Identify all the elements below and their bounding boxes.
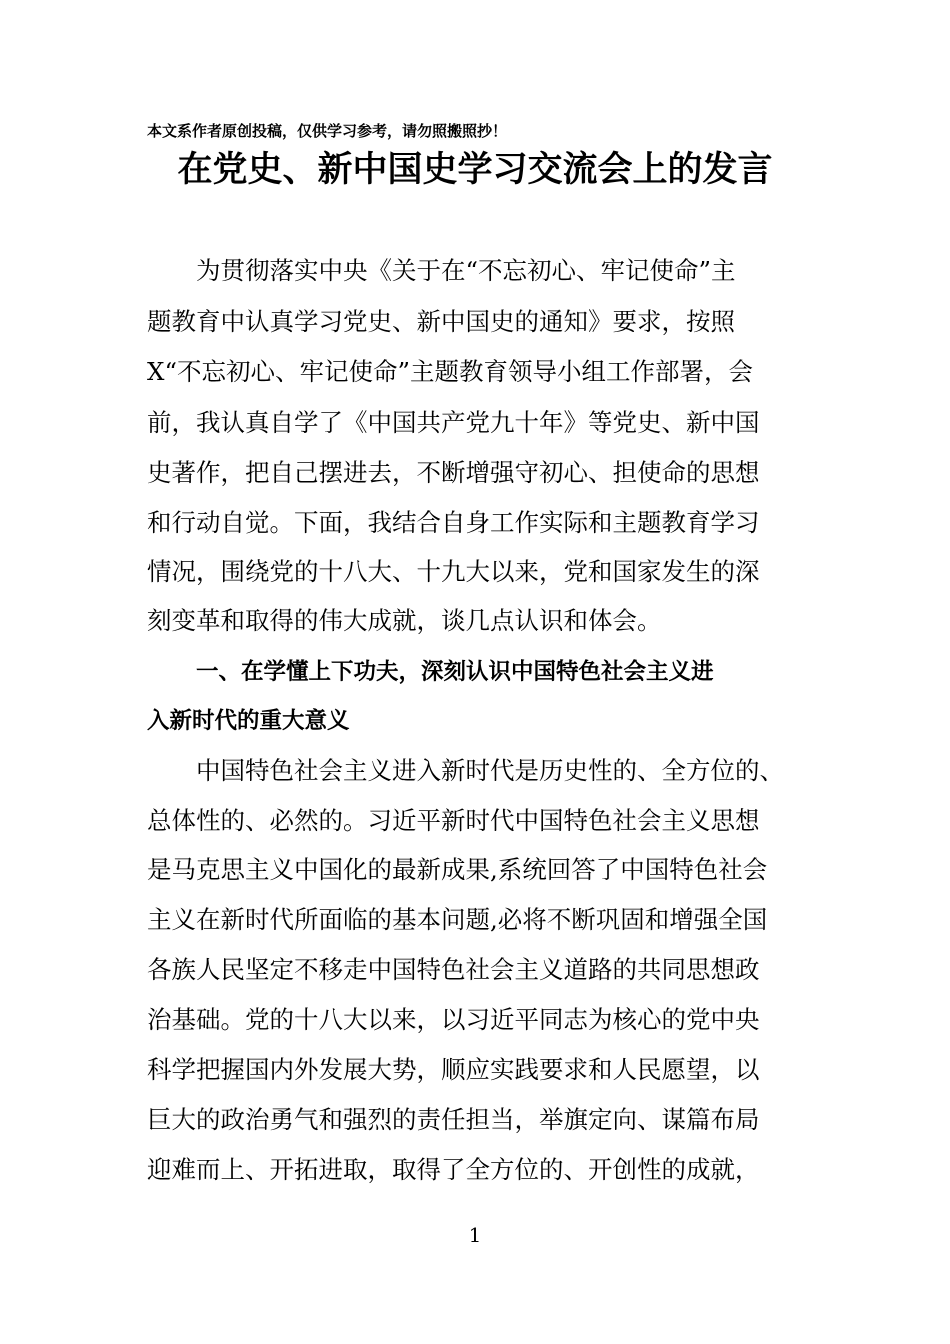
- section-heading-line: 入新时代的重大意义: [147, 708, 350, 734]
- paragraph-line: 巨大的政治勇气和强烈的责任担当，举旗定向、谋篇布局: [147, 1105, 760, 1134]
- page-number: 1: [468, 1223, 482, 1247]
- paragraph-line: 为贯彻落实中央《关于在“不忘初心、牢记使命”主: [196, 256, 736, 285]
- paragraph-line: 科学把握国内外发展大势，顺应实践要求和人民愿望，以: [147, 1055, 760, 1084]
- section-heading-line: 一、在学懂上下功夫，深刻认识中国特色社会主义进: [196, 659, 714, 685]
- paragraph-line: 史著作，把自己摆进去，不断增强守初心、担使命的思想: [147, 458, 760, 487]
- paragraph-line: 情况，围绕党的十八大、十九大以来，党和国家发生的深: [147, 557, 760, 586]
- paragraph-line: 是马克思主义中国化的最新成果,系统回答了中国特色社会: [147, 855, 768, 884]
- paragraph-line: 总体性的、必然的。习近平新时代中国特色社会主义思想: [147, 806, 760, 835]
- paragraph-line: 题教育中认真学习党史、新中国史的通知》要求，按照: [147, 307, 735, 336]
- paragraph-line: 迎难而上、开拓进取，取得了全方位的、开创性的成就，: [147, 1155, 760, 1184]
- paragraph-line: 各族人民坚定不移走中国特色社会主义道路的共同思想政: [147, 955, 760, 984]
- paragraph-line: X“不忘初心、牢记使命”主题教育领导小组工作部署，会: [147, 357, 753, 386]
- paragraph-line: 中国特色社会主义进入新时代是历史性的、全方位的、: [196, 756, 784, 785]
- paragraph-line: 刻变革和取得的伟大成就，谈几点认识和体会。: [147, 606, 662, 635]
- paragraph-line: 和行动自觉。下面，我结合自身工作实际和主题教育学习: [147, 508, 760, 537]
- paragraph-line: 前，我认真自学了《中国共产党九十年》等党史、新中国: [147, 408, 760, 437]
- paragraph-line: 治基础。党的十八大以来，以习近平同志为核心的党中央: [147, 1005, 760, 1034]
- document-title: 在党史、新中国史学习交流会上的发言: [177, 149, 773, 190]
- paragraph-line: 主义在新时代所面临的基本问题,必将不断巩固和增强全国: [147, 905, 768, 934]
- copyright-notice: 本文系作者原创投稿，仅供学习参考，请勿照搬照抄！: [147, 122, 508, 140]
